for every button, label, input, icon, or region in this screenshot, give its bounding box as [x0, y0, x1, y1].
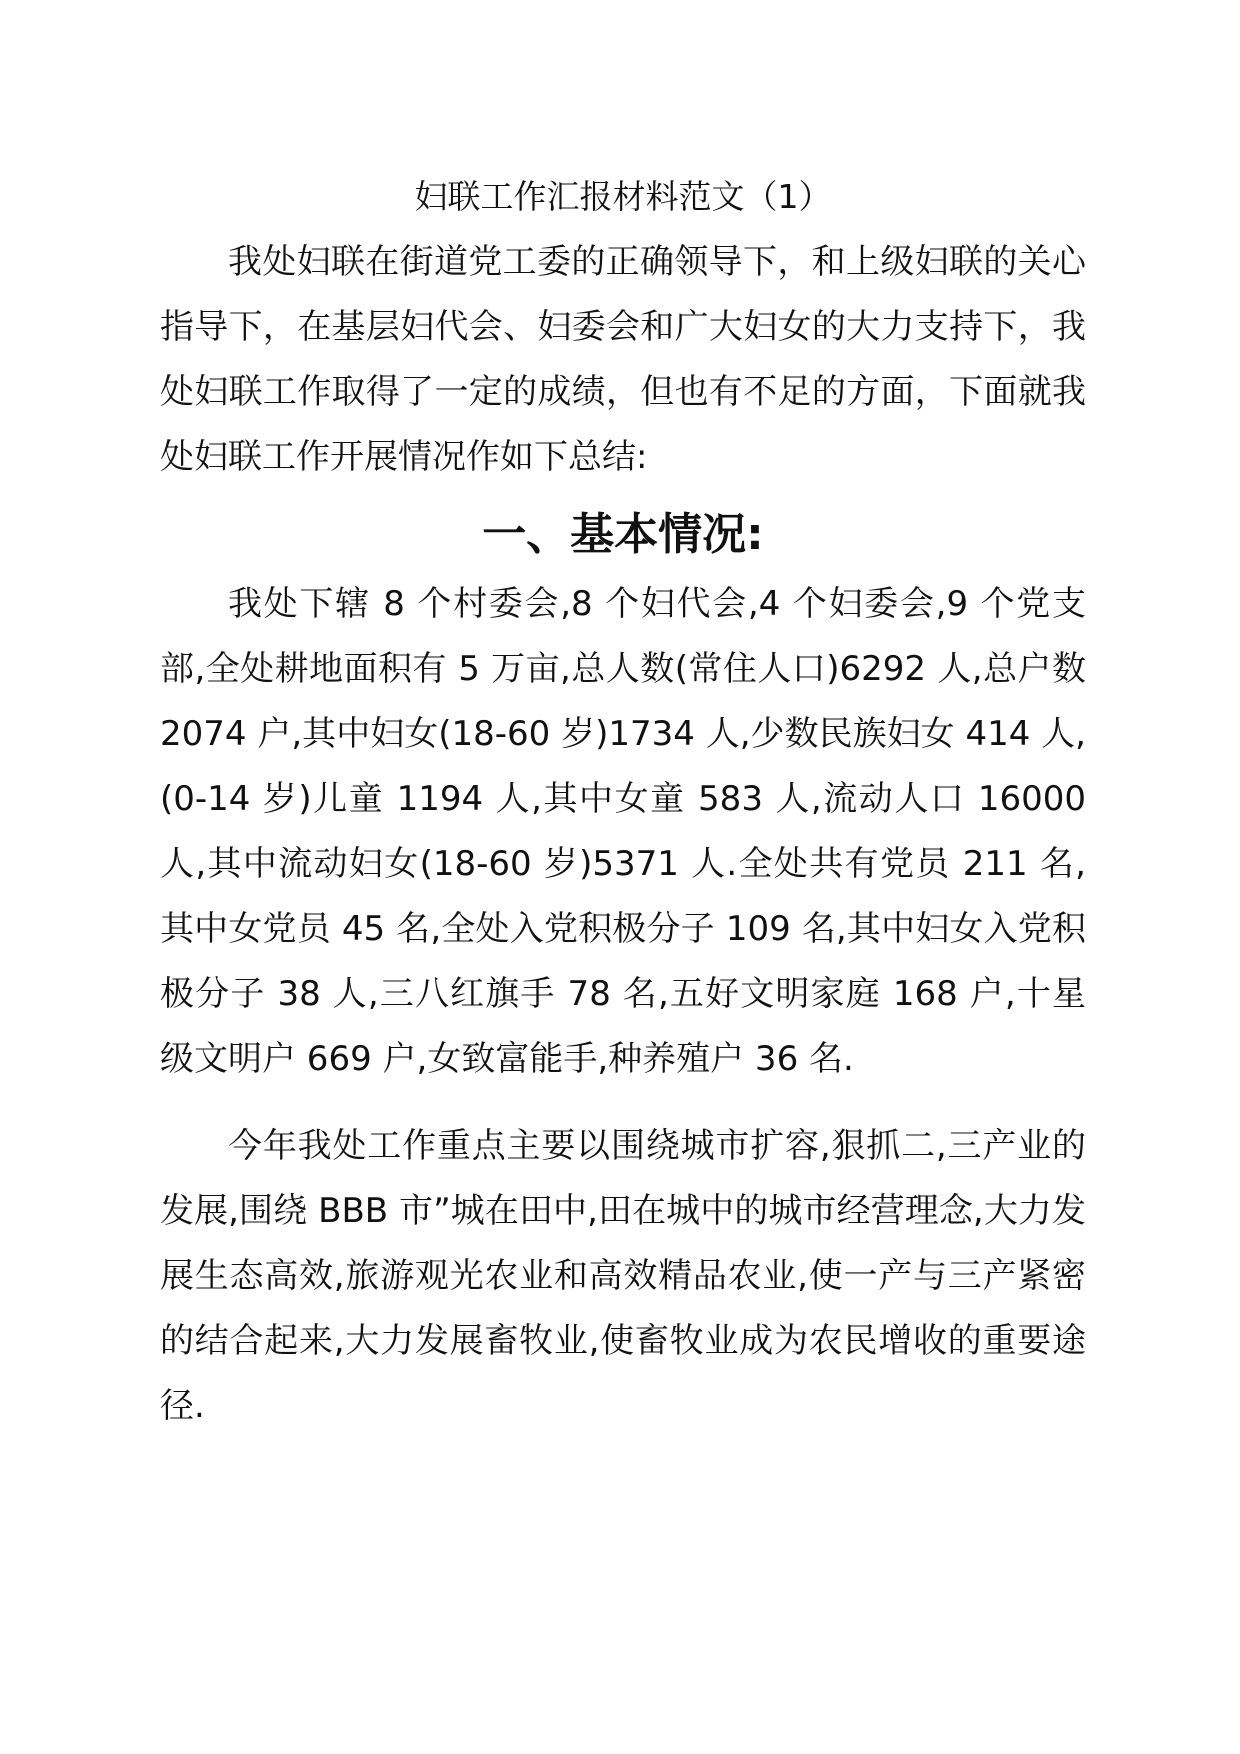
document-title: 妇联工作汇报材料范文（1） [414, 177, 832, 216]
document-body [160, 170, 1086, 1439]
section-heading-basic-info: 一、基本情况: [482, 509, 764, 560]
basic-info-paragraph: 我处下辖 8 个村委会,8 个妇代会,4 个妇委会,9 个党支部,全处耕地面积有 5 万亩,总人数(常住人口)6292 人,总户数 2074 户,其中妇女(18-60 岁)1734 人,少数民族妇女 414 人,(0-14 岁)儿童 1194 人,其中女童 583 人,流动人口 16000 人,其中流动妇女(18-60 岁)5371 人.全处共有党员 211 名,其中女党员 45 名,全处入党积极分子 109 名,其中妇女入党积极分子 38 人,三八红旗手 78 名,五好文明家庭 168 户,十星级文明户 669 户,女致富能手,种养殖户 36 名. [160, 584, 1086, 1079]
work-focus-paragraph: 今年我处工作重点主要以围绕城市扩容,狠抓二,三产业的发展,围绕 BBB 市”城在田中,田在城中的城市经营理念,大力发展生态高效,旅游观光农业和高效精品农业,使一产与三产紧密的结合起来,大力发展畜牧业,使畜牧业成为农民增收的重要途径. [160, 1126, 1086, 1426]
intro-paragraph: 我处妇联在街道党工委的正确领导下，和上级妇联的关心指导下，在基层妇代会、妇委会和广大妇女的大力支持下，我处妇联工作取得了一定的成绩，但也有不足的方面，下面就我处妇联工作开展情况作如下总结: [160, 242, 1086, 477]
